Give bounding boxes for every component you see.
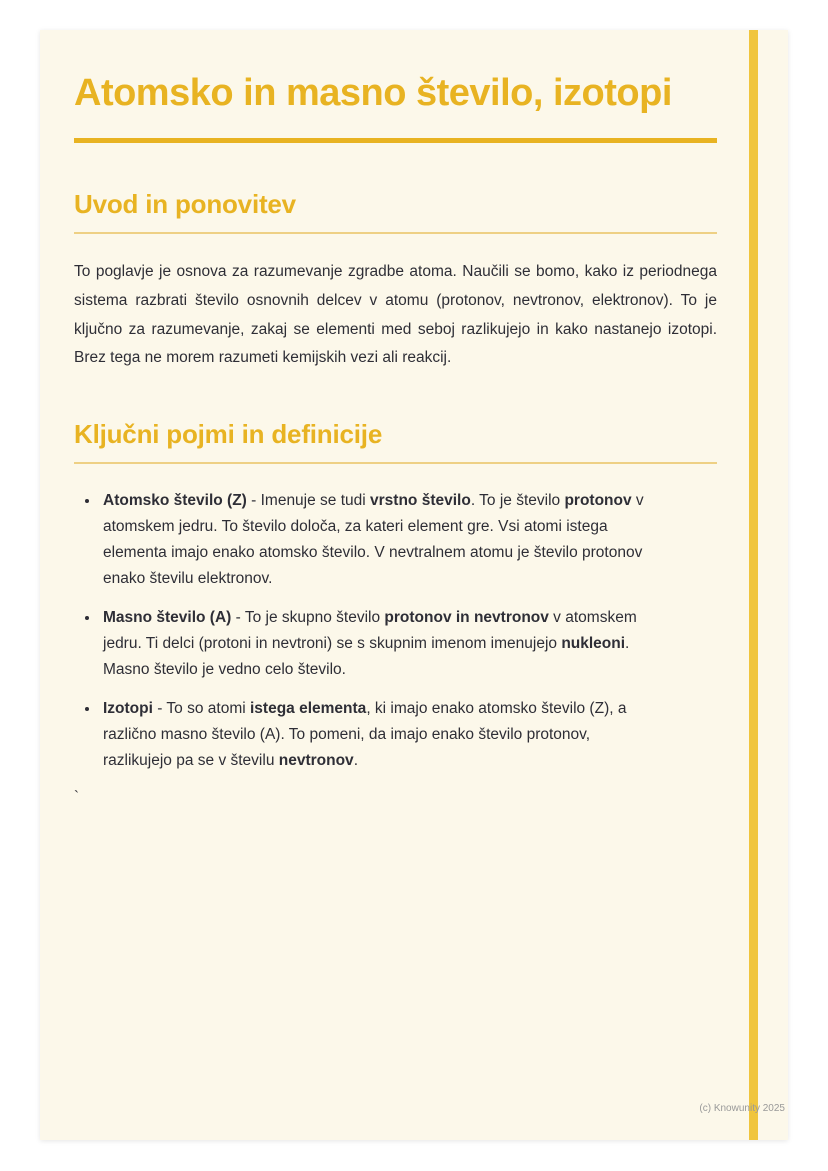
stray-backtick: ` bbox=[74, 788, 79, 806]
list-item-izotopi: • Izotopi - To so atomi istega elementa, ki imajo enako atomsko število (Z), a različno masno število (A). To pomeni, da imajo enako število protonov, razlikujejo pa se v številu nevtronov. bbox=[100, 696, 660, 774]
section-intro bbox=[74, 189, 717, 373]
document-page bbox=[40, 30, 788, 1140]
footer-credit: (c) Knowunity 2025 bbox=[699, 1103, 785, 1114]
page-content bbox=[40, 30, 788, 805]
intro-paragraph: To poglavje je osnova za razumevanje zgradbe atoma. Naučili se bomo, kako iz periodnega sistema razbrati število osnovnih delcev v atomu (protonov, nevtronov, elektronov). To je ključno za razumevanje, zakaj se elementi med seboj razlikujejo in kako nastanejo izotopi. Brez tega ne morem razumeti kemijskih vezi ali reakcij. bbox=[74, 263, 717, 367]
page-title: Atomsko in masno število, izotopi bbox=[74, 72, 672, 114]
list-item-masno-stevilo: • Masno število (A) - To je skupno število protonov in nevtronov v atomskem jedru. Ti delci (protoni in nevtroni) se s skupnim imenom imenujejo nukleoni. Masno število je vedno celo število. bbox=[100, 605, 660, 683]
section-heading-pojmi: Ključni pojmi in definicije bbox=[74, 419, 717, 464]
definitions-list bbox=[74, 488, 717, 774]
title-rule bbox=[74, 138, 717, 143]
section-definitions bbox=[74, 419, 717, 774]
section-heading-uvod: Uvod in ponovitev bbox=[74, 189, 717, 234]
list-item-atomsko-stevilo: • Atomsko število (Z) - Imenuje se tudi vrstno število. To je število protonov v atomskem jedru. To število določa, za kateri element gre. Vsi atomi istega elementa imajo enako atomsko število. V nevtralnem atomu je število protonov enako številu elektronov. bbox=[100, 488, 660, 592]
